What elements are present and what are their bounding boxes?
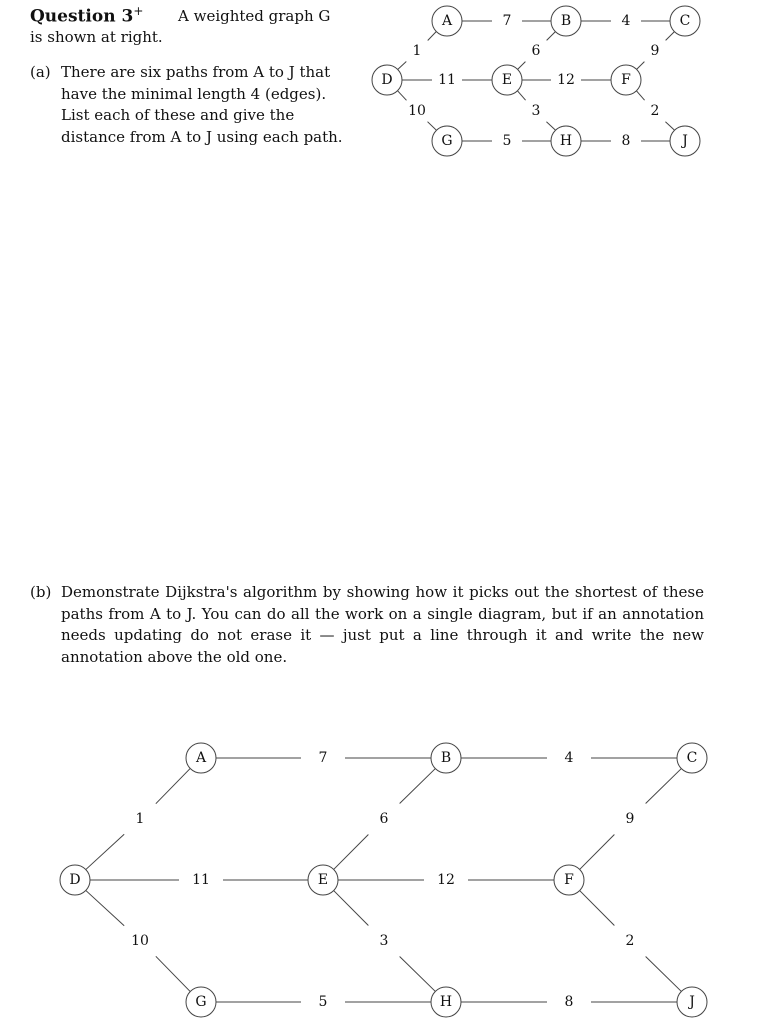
large-edge-d-a-line-a	[86, 834, 124, 869]
part-b-text: Demonstrate Dijkstra's algorithm by showing how it picks out the shortest of these paths from A to J. You can do all the work on a single diagram, but if an annotation needs updating do not erase it — just put a line through it and write the new annotation above the old one.	[61, 583, 704, 666]
small-edge-d-a-weight: 1	[412, 43, 422, 59]
small-edge-e-b-weight: 6	[531, 43, 541, 59]
small-edge-d-e-weight: 11	[438, 72, 456, 88]
small-node-j-label: J	[682, 133, 688, 149]
large-edge-e-f-weight: 12	[437, 872, 455, 888]
large-edge-d-g-line-b	[156, 956, 190, 991]
small-edge-d-g-weight: 10	[408, 103, 426, 119]
large-edge-f-j-weight: 2	[625, 933, 635, 949]
large-edge-d-g-line-a	[86, 890, 124, 925]
large-edge-e-b-weight: 6	[379, 811, 389, 827]
large-edge-f-c-line-b	[646, 769, 682, 804]
large-node-a-label: A	[195, 750, 207, 766]
part-b-label: (b)	[30, 583, 52, 601]
part-a-text: There are six paths from A to J that have the minimal length 4 (edges). List each of these and give the distance from A to J using each path.	[61, 63, 343, 146]
small-node-g-label: G	[441, 133, 453, 149]
small-edge-e-h-weight: 3	[531, 103, 541, 119]
small-node-c-label: C	[679, 13, 691, 29]
large-node-e	[308, 865, 338, 895]
large-node-e-label: E	[317, 872, 329, 888]
small-edge-e-f-weight: 12	[557, 72, 575, 88]
large-node-g	[186, 987, 216, 1017]
small-edge-h-j-weight: 8	[621, 133, 631, 149]
large-edge-f-c-line-a	[580, 834, 615, 869]
large-edge-e-b-line-b	[400, 769, 436, 804]
large-node-f-label: F	[564, 872, 574, 888]
small-edge-f-c-weight: 9	[650, 43, 660, 59]
large-node-h-label: H	[439, 994, 453, 1010]
large-edge-e-h-line-a	[334, 891, 369, 926]
large-edge-e-b-line-a	[334, 834, 369, 869]
question-intro-line2: is shown at right.	[30, 28, 163, 46]
small-edge-b-c-weight: 4	[621, 13, 631, 29]
small-node-h-label: H	[559, 133, 573, 149]
small-node-a-label: A	[441, 13, 453, 29]
large-node-c	[677, 743, 707, 773]
large-node-c-label: C	[686, 750, 698, 766]
large-node-b-label: B	[440, 750, 452, 766]
large-edge-d-a-weight: 1	[135, 811, 145, 827]
question-intro-line1: A weighted graph G	[178, 7, 331, 25]
large-edge-h-j-weight: 8	[564, 994, 574, 1010]
small-edge-a-b-weight: 7	[502, 13, 512, 29]
question-superscript: +	[133, 4, 144, 18]
large-edge-e-h-line-b	[400, 956, 436, 991]
large-edge-f-j-line-a	[580, 891, 615, 926]
large-edge-d-g-weight: 10	[131, 933, 149, 949]
large-edge-f-c-weight: 9	[625, 811, 635, 827]
question-title: Question 3+	[30, 4, 144, 27]
large-node-b	[431, 743, 461, 773]
large-node-d	[60, 865, 90, 895]
small-edge-g-h-weight: 5	[502, 133, 512, 149]
large-node-j-label: J	[689, 994, 695, 1010]
large-edge-d-e-weight: 11	[192, 872, 210, 888]
small-node-f-label: F	[621, 72, 631, 88]
large-edge-f-j-line-b	[646, 956, 682, 991]
small-node-d-label: D	[381, 72, 393, 88]
small-node-b-label: B	[560, 13, 572, 29]
large-node-h	[431, 987, 461, 1017]
large-edge-a-b-weight: 7	[318, 750, 328, 766]
part-a-label: (a)	[30, 63, 51, 81]
small-edge-f-j-weight: 2	[650, 103, 660, 119]
large-node-d-label: D	[69, 872, 81, 888]
large-edge-d-a-line-b	[156, 768, 190, 803]
large-node-f	[554, 865, 584, 895]
small-node-e-label: E	[501, 72, 513, 88]
large-node-j	[677, 987, 707, 1017]
large-edge-e-h-weight: 3	[379, 933, 389, 949]
large-node-a	[186, 743, 216, 773]
large-node-g-label: G	[195, 994, 207, 1010]
large-edge-b-c-weight: 4	[564, 750, 574, 766]
large-edge-g-h-weight: 5	[318, 994, 328, 1010]
